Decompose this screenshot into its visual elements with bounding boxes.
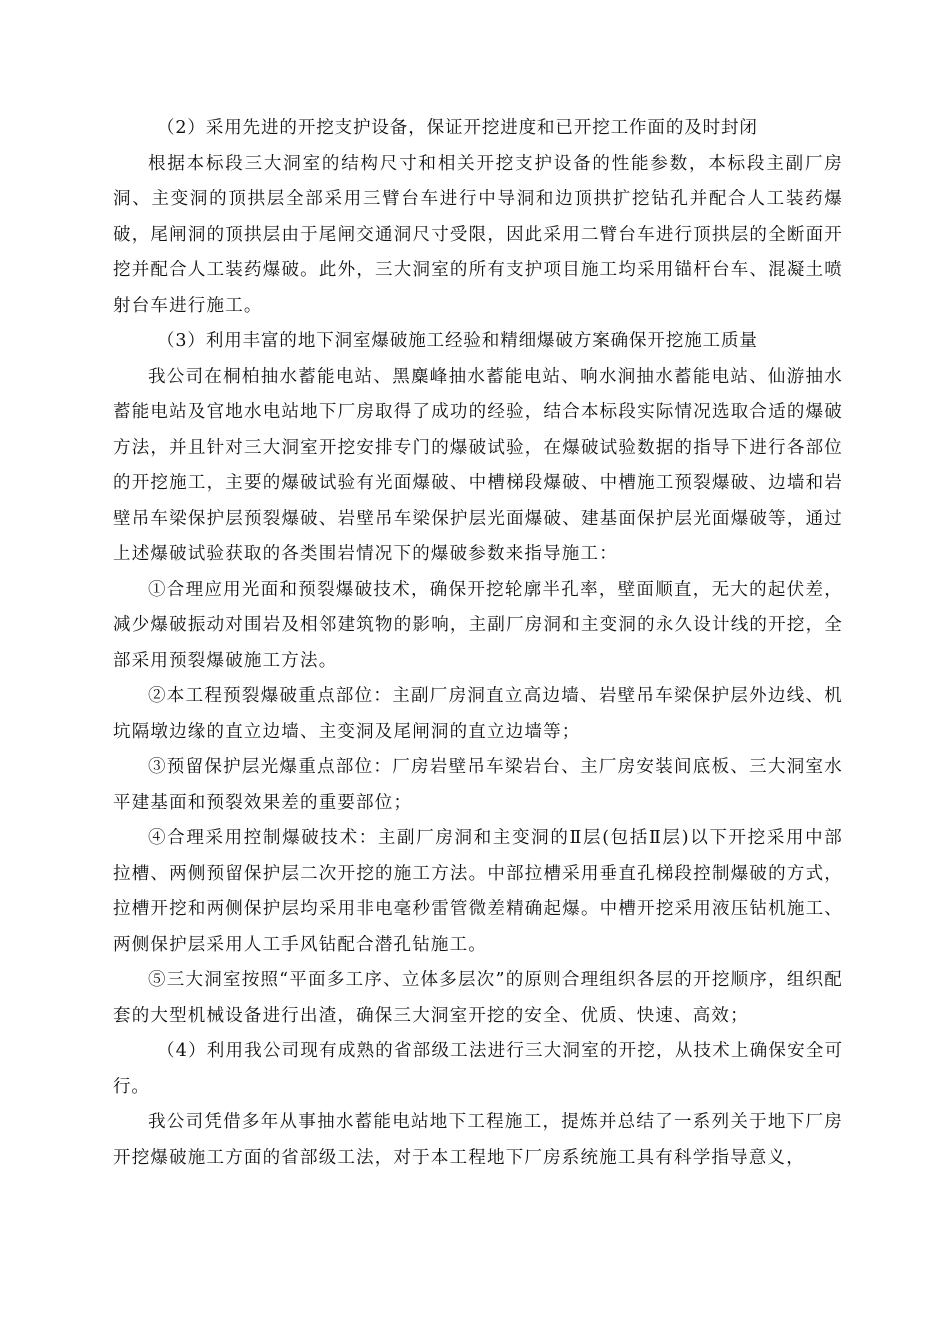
paragraph-equipment: 根据本标段三大洞室的结构尺寸和相关开挖支护设备的性能参数，本标段主副厂房洞、主变洞的顶拱层全部采用三臂台车进行中导洞和边顶拱扩挖钻孔并配合人工装药爆破，尾闸洞的顶拱层由于尾闸交通洞尺寸受限，因此采用二臂台车进行顶拱层的全断面开挖并配合人工装药爆破。此外，三大洞室的所有支护项目施工均采用锚杆台车、混凝土喷射台车进行施工。 bbox=[113, 153, 843, 316]
list-item-4: ④合理采用控制爆破技术：主副厂房洞和主变洞的Ⅱ层(包括Ⅱ层)以下开挖采用中部拉槽、两侧预留保护层二次开挖的施工方法。中部拉槽采用垂直孔梯段控制爆破的方式，拉槽开挖和两侧保护层均采用非电毫秒雷管微差精确起爆。中槽开挖采用液压钻机施工、两侧保护层采用人工手风钻配合潜孔钻施工。 bbox=[113, 828, 843, 955]
heading-4: （4）利用我公司现有成熟的省部级工法进行三大洞室的开挖，从技术上确保安全可行。 bbox=[113, 1041, 843, 1097]
paragraph-experience: 我公司在桐柏抽水蓄能电站、黑麋峰抽水蓄能电站、响水涧抽水蓄能电站、仙游抽水蓄能电站及官地水电站地下厂房取得了成功的经验，结合本标段实际情况选取合适的爆破方法，并且针对三大洞室开挖安排专门的爆破试验，在爆破试验数据的指导下进行各部位的开挖施工，主要的爆破试验有光面爆破、中槽梯段爆破、中槽施工预裂爆破、边墙和岩壁吊车梁保护层预裂爆破、岩壁吊车梁保护层光面爆破、建基面保护层光面爆破等，通过上述爆破试验获取的各类围岩情况下的爆破参数来指导施工： bbox=[113, 366, 843, 564]
paragraph-methods: 我公司凭借多年从事抽水蓄能电站地下工程施工，提炼并总结了一系列关于地下厂房开挖爆破施工方面的省部级工法，对于本工程地下厂房系统施工具有科学指导意义， bbox=[113, 1112, 843, 1168]
heading-3: （3）利用丰富的地下洞室爆破施工经验和精细爆破方案确保开挖施工质量 bbox=[157, 331, 758, 351]
document-body bbox=[113, 111, 843, 1176]
list-item-5: ⑤三大洞室按照“平面多工序、立体多层次”的原则合理组织各层的开挖顺序，组织配套的大型机械设备进行出渣，确保三大洞室开挖的安全、优质、快速、高效； bbox=[113, 970, 843, 1026]
heading-2: （2）采用先进的开挖支护设备，保证开挖进度和已开挖工作面的及时封闭 bbox=[157, 118, 758, 138]
list-item-2: ②本工程预裂爆破重点部位：主副厂房洞直立高边墙、岩壁吊车梁保护层外边线、机坑隔墩边缘的直立边墙、主变洞及尾闸洞的直立边墙等； bbox=[113, 686, 843, 742]
list-item-1: ①合理应用光面和预裂爆破技术，确保开挖轮廓半孔率，壁面顺直，无大的起伏差，减少爆破振动对围岩及相邻建筑物的影响，主副厂房洞和主变洞的永久设计线的开挖，全部采用预裂爆破施工方法。 bbox=[113, 579, 843, 671]
list-item-3: ③预留保护层光爆重点部位：厂房岩壁吊车梁岩台、主厂房安装间底板、三大洞室水平建基面和预裂效果差的重要部位； bbox=[113, 757, 843, 813]
